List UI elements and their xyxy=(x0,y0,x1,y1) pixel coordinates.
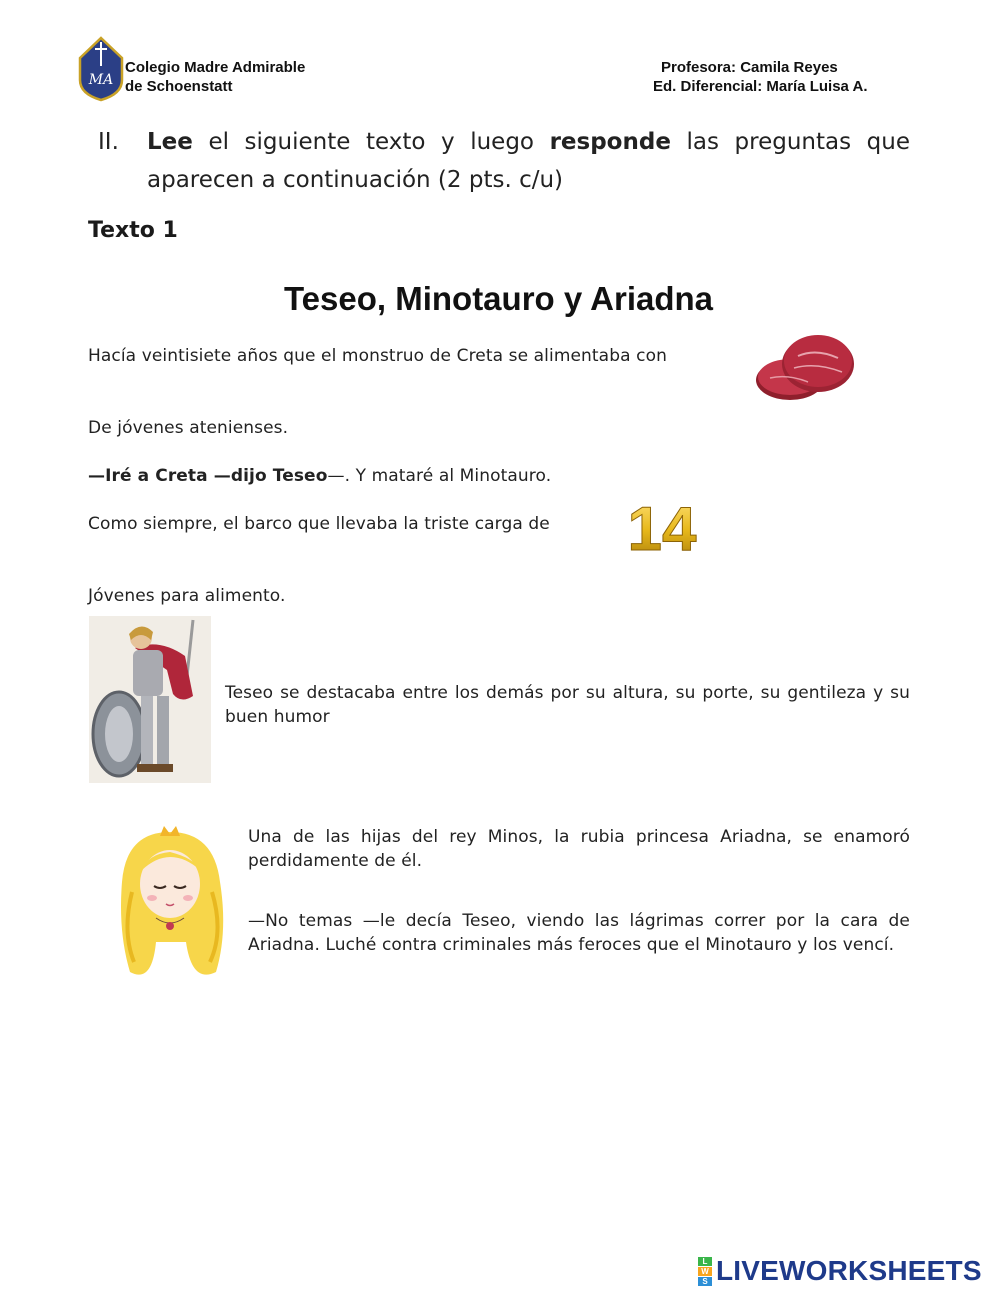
paragraph-2: De jóvenes atenienses. xyxy=(88,418,289,438)
meat-image xyxy=(750,328,862,408)
theseus-image xyxy=(89,616,211,783)
instruction-bold-read: Lee xyxy=(147,129,193,155)
school-name-line2: de Schoenstatt xyxy=(125,78,233,95)
footer-badge-s: S xyxy=(698,1277,712,1286)
instruction-part1: el siguiente texto y luego xyxy=(192,129,550,155)
paragraph-8: —No temas —le decía Teseo, viendo las lágrimas correr por la cara de Ariadna. Luché contra criminales más feroces que el Minotauro y los vencí. xyxy=(248,911,910,955)
paragraph-6: Teseo se destacaba entre los demás por su altura, su porte, su gentileza y su buen humor xyxy=(225,683,910,727)
school-logo xyxy=(76,36,126,102)
school-name-line1: Colegio Madre Admirable xyxy=(125,59,306,76)
footer-brand xyxy=(698,1256,982,1286)
story-title: Teseo, Minotauro y Ariadna xyxy=(283,280,714,317)
number-14-image xyxy=(626,494,698,558)
section-label: Texto 1 xyxy=(88,218,178,243)
number-14-text: 14 xyxy=(627,495,697,558)
instruction-part2: las preguntas que aparecen a continuación (2 pts. c/u) xyxy=(147,129,911,193)
paragraph-4: Como siempre, el barco que llevaba la triste carga de xyxy=(88,514,550,534)
paragraph-3-bold: —Iré a Creta —dijo Teseo xyxy=(88,466,328,486)
differential-teacher: Ed. Diferencial: María Luisa A. xyxy=(653,78,868,95)
footer-badge-l: L xyxy=(698,1257,712,1266)
footer-brand-text: LIVEWORKSHEETS xyxy=(716,1255,982,1286)
instruction-bold-answer: responde xyxy=(549,129,671,155)
footer-badge-w: W xyxy=(698,1267,712,1276)
instruction-text xyxy=(147,123,910,199)
logo-letters: MA xyxy=(88,72,114,88)
teacher-name: Profesora: Camila Reyes xyxy=(661,59,838,76)
instruction-numeral: II. xyxy=(98,129,119,155)
paragraph-3 xyxy=(88,466,551,486)
paragraph-5: Jóvenes para alimento. xyxy=(88,586,286,606)
ariadne-image xyxy=(112,822,230,986)
paragraph-3-rest: —. Y mataré al Minotauro. xyxy=(327,466,552,486)
paragraph-1: Hacía veintisiete años que el monstruo de Creta se alimentaba con xyxy=(88,346,667,366)
footer-badge xyxy=(698,1257,712,1286)
paragraph-7: Una de las hijas del rey Minos, la rubia princesa Ariadna, se enamoró perdidamente de él. xyxy=(248,827,910,871)
